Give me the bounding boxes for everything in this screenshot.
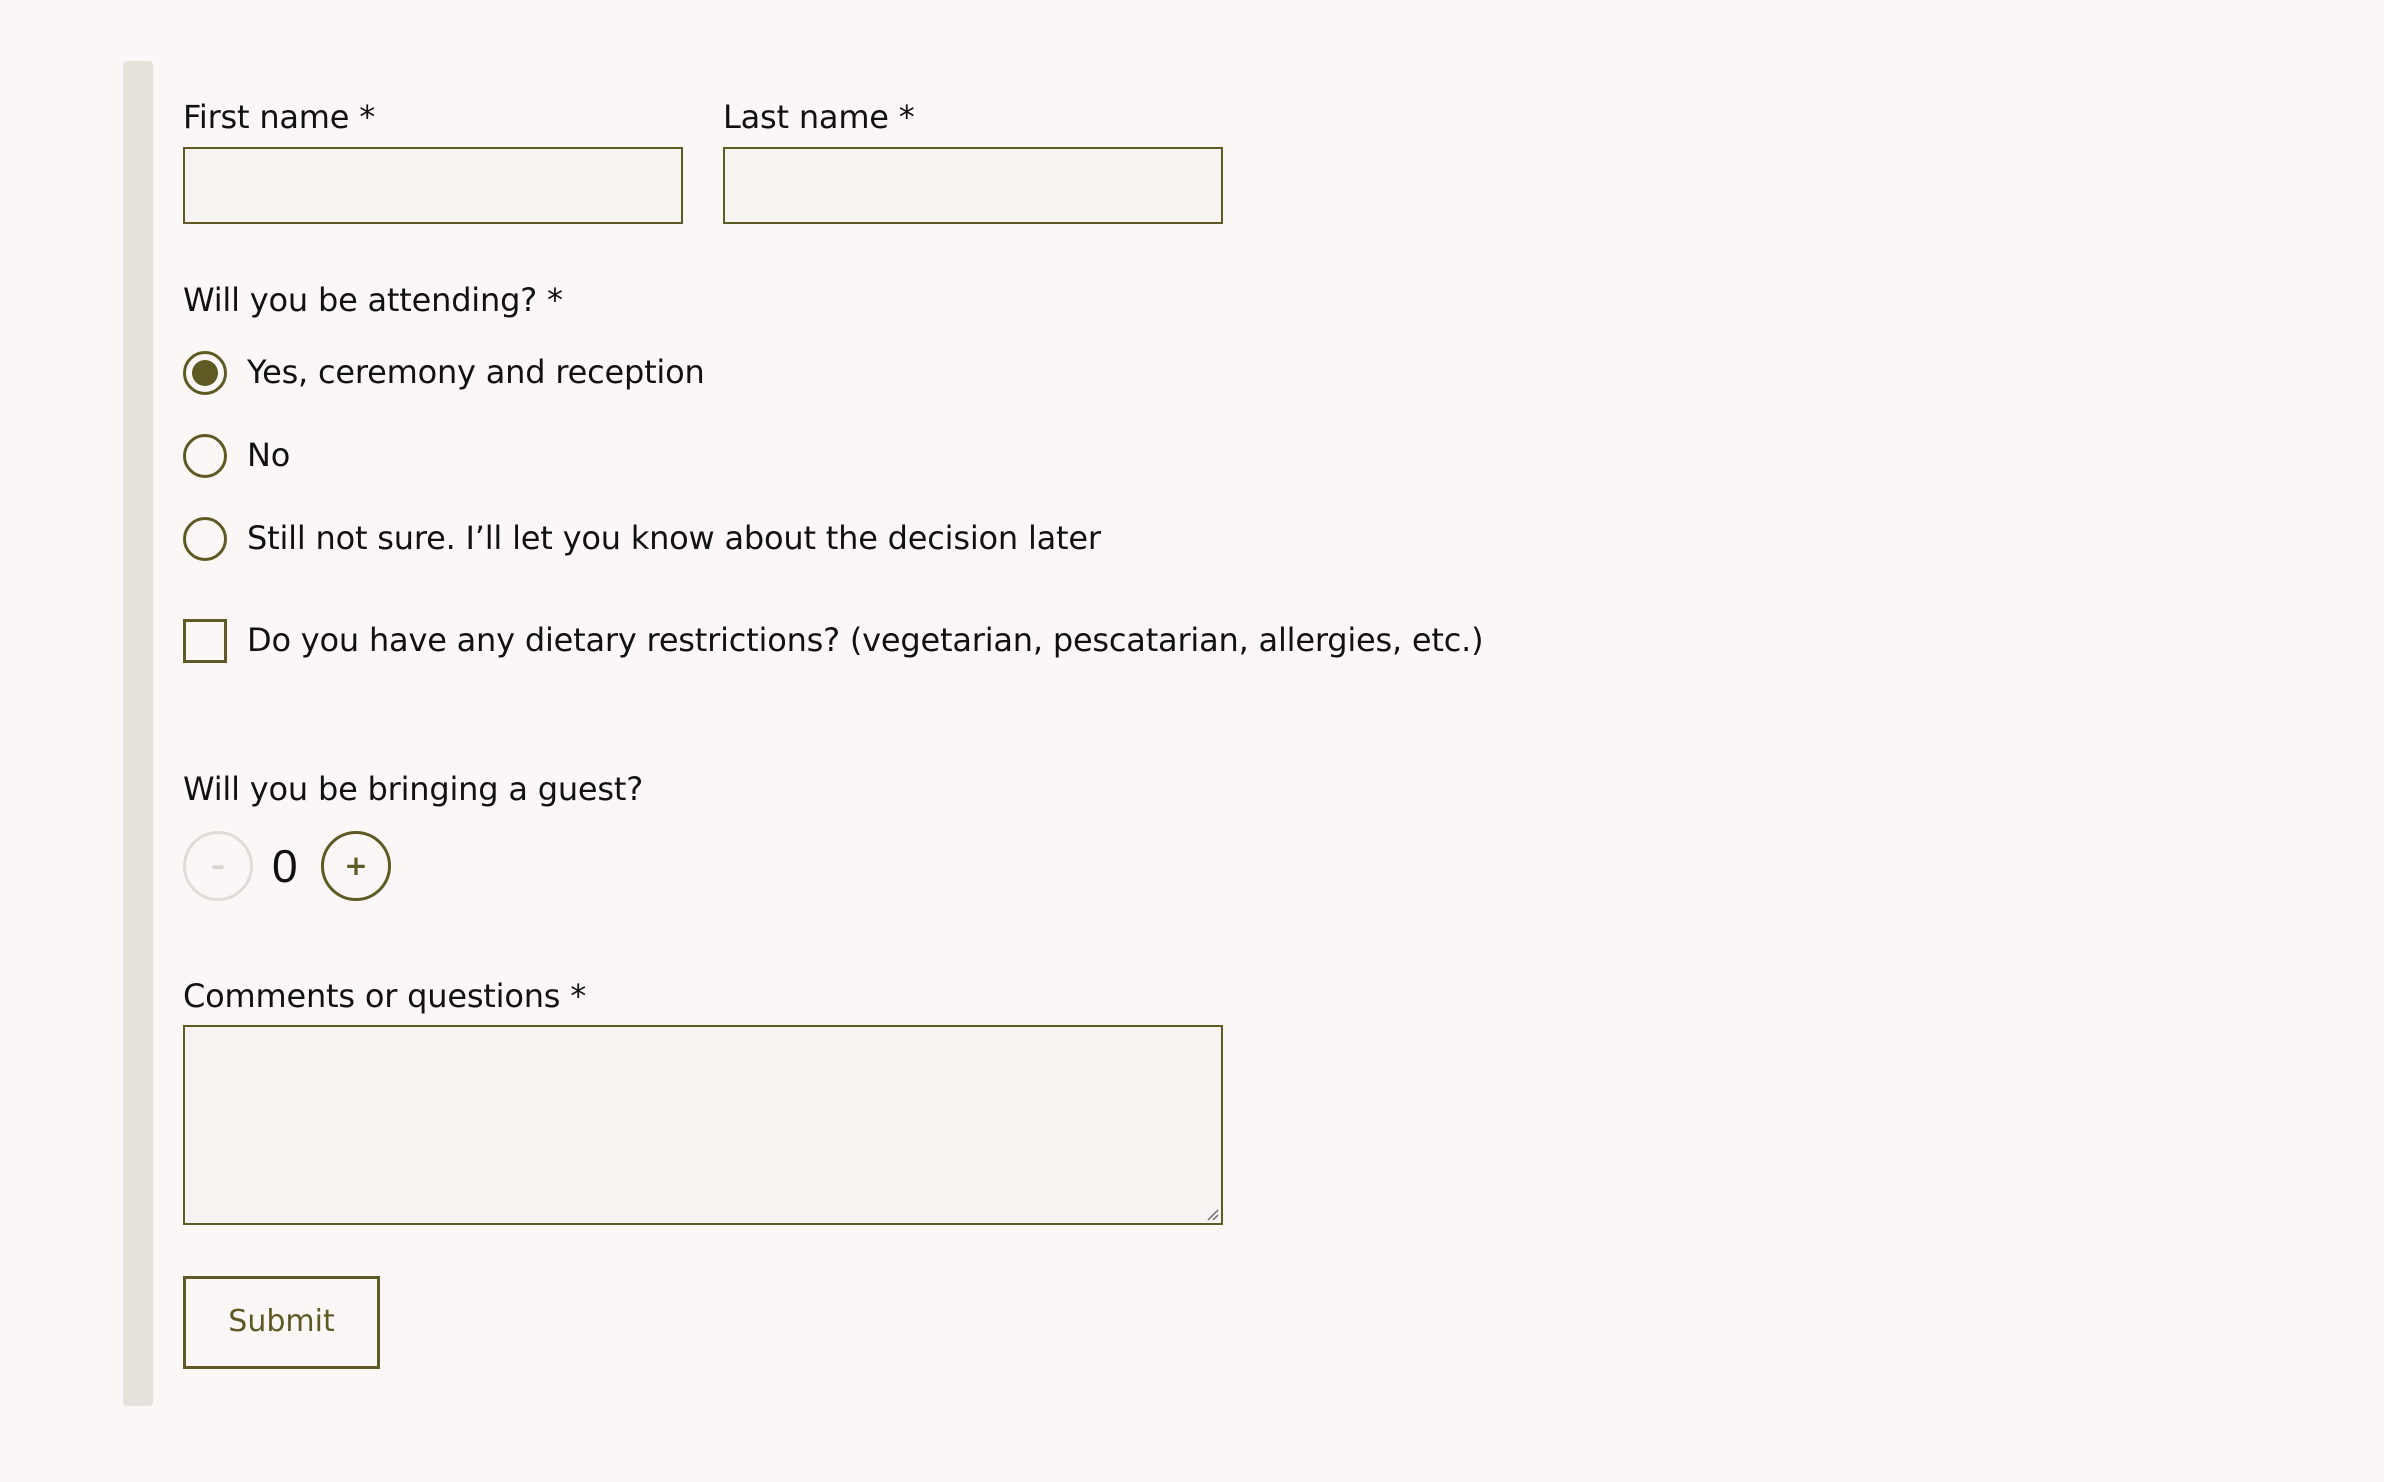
guest-question-label: Will you be bringing a guest?: [183, 770, 643, 808]
first-name-input[interactable]: [183, 147, 683, 224]
attending-question-label: Will you be attending? *: [183, 281, 563, 319]
resize-handle-icon[interactable]: [1205, 1207, 1219, 1221]
attending-no-radio[interactable]: [183, 434, 227, 478]
guest-decrement-button[interactable]: –: [183, 831, 253, 901]
attending-yes-label[interactable]: Yes, ceremony and reception: [247, 353, 705, 391]
attending-unsure-radio[interactable]: [183, 517, 227, 561]
guest-increment-button[interactable]: +: [321, 831, 391, 901]
guest-count-value: 0: [272, 840, 298, 892]
attending-no-label[interactable]: No: [247, 436, 291, 474]
form-left-accent-bar: [123, 61, 153, 1406]
radio-selected-dot: [192, 360, 218, 386]
last-name-label: Last name *: [723, 98, 915, 136]
attending-yes-radio[interactable]: [183, 351, 227, 395]
submit-button[interactable]: Submit: [183, 1276, 380, 1369]
comments-textarea[interactable]: [183, 1025, 1223, 1225]
first-name-label: First name *: [183, 98, 376, 136]
last-name-input[interactable]: [723, 147, 1223, 224]
dietary-restrictions-label[interactable]: Do you have any dietary restrictions? (vegetarian, pescatarian, allergies, etc.): [247, 621, 1484, 659]
attending-unsure-label[interactable]: Still not sure. I’ll let you know about the decision later: [247, 519, 1101, 557]
comments-label: Comments or questions *: [183, 977, 587, 1015]
dietary-restrictions-checkbox[interactable]: [183, 619, 227, 663]
